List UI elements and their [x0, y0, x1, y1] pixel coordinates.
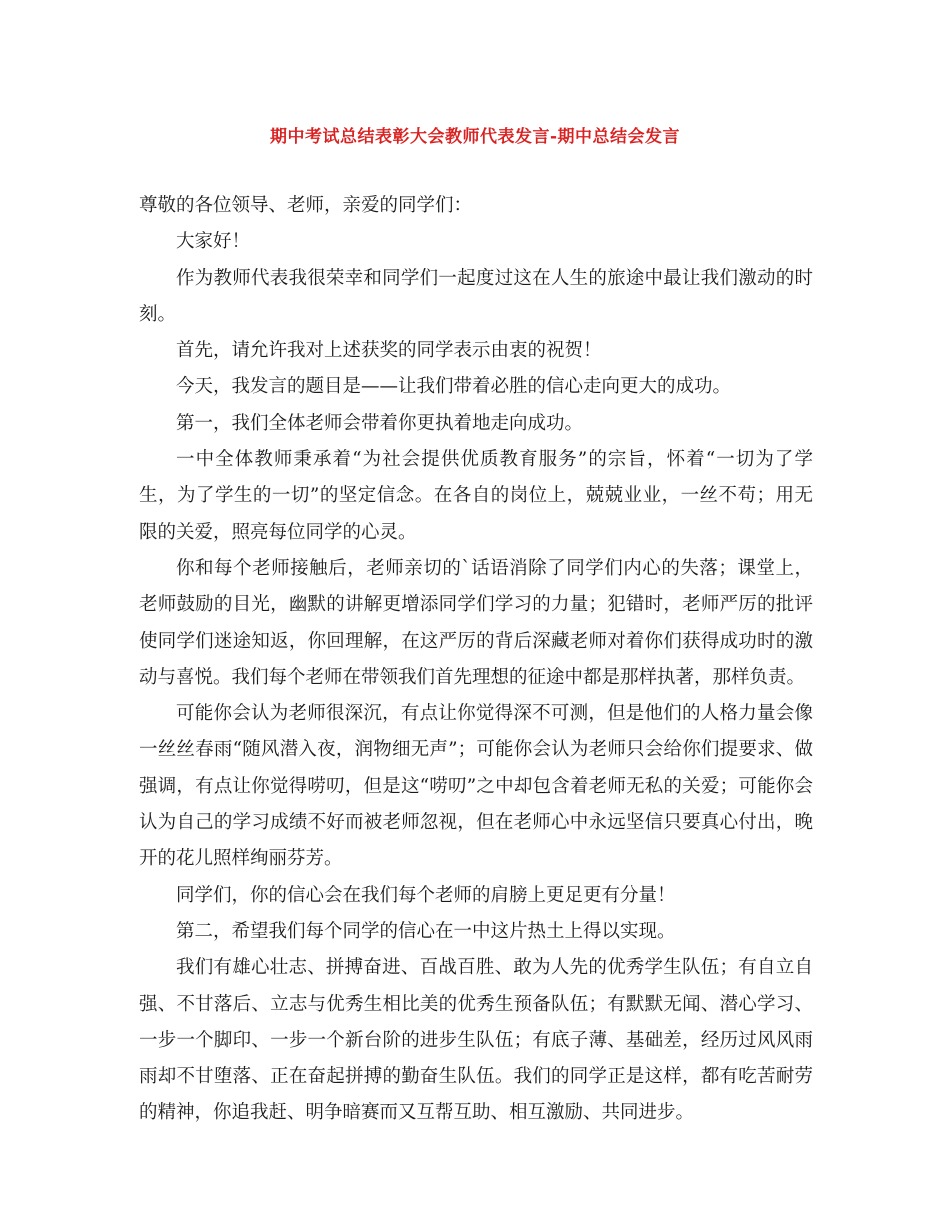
paragraph: 第一，我们全体老师会带着你更执着地走向成功。: [176, 412, 584, 434]
paragraph: 大家好！: [176, 231, 251, 253]
paragraph: 你和每个老师接触后，老师亲切的`话语消除了同学们内心的失落；课堂上，老师鼓励的目光，幽默的讲解更增添同学们学习的力量；犯错时，老师严厉的批评使同学们迷途知返，你回理解，在这严厉的背后深藏老师对着你们获得成功时的激动与喜悦。我们每个老师在带领我们首先理想的征途中都是那样执著，那样负责。: [139, 557, 813, 688]
paragraph: 同学们，你的信心会在我们每个老师的肩膀上更足更有分量！: [176, 884, 676, 906]
paragraph: 今天，我发言的题目是——让我们带着必胜的信心走向更大的成功。: [176, 376, 732, 398]
paragraph: 第二，希望我们每个同学的信心在一中这片热土上得以实现。: [176, 920, 676, 942]
paragraph: 尊敬的各位领导、老师，亲爱的同学们：: [139, 195, 473, 216]
document-body: [139, 188, 813, 1132]
paragraph: 我们有雄心壮志、拼搏奋进、百战百胜、敢为人先的优秀学生队伍；有自立自强、不甘落后、立志与优秀生相比美的优秀生预备队伍；有默默无闻、潜心学习、一步一个脚印、一步一个新台阶的进步生队伍；有底子薄、基础差，经历过风风雨雨却不甘堕落、正在奋起拼搏的勤奋生队伍。我们的同学正是这样，都有吃苦耐劳的精神，你追我赶、明争暗赛而又互帮互助、相互激励、共同进步。: [139, 957, 813, 1124]
document-title: 期中考试总结表彰大会教师代表发言-期中总结会发言: [269, 127, 681, 147]
paragraph: 首先，请允许我对上述获奖的同学表示由衷的祝贺！: [176, 340, 602, 362]
paragraph: 可能你会认为老师很深沉，有点让你觉得深不可测，但是他们的人格力量会像一丝丝春雨“随风潜入夜，润物细无声”；可能你会认为老师只会给你们提要求、做强调，有点让你觉得唠叨，但是这“唠叨”之中却包含着老师无私的关爱；可能你会认为自己的学习成绩不好而被老师忽视，但在老师心中永远坚信只要真心付出，晚开的花儿照样绚丽芬芳。: [139, 703, 813, 870]
paragraph: 一中全体教师秉承着“为社会提供优质教育服务”的宗旨，怀着“一切为了学生，为了学生的一切”的坚定信念。在各自的岗位上，兢兢业业，一丝不苟；用无限的关爱，照亮每位同学的心灵。: [139, 449, 813, 543]
paragraph: 作为教师代表我很荣幸和同学们一起度过这在人生的旅途中最让我们激动的时刻。: [139, 267, 813, 325]
